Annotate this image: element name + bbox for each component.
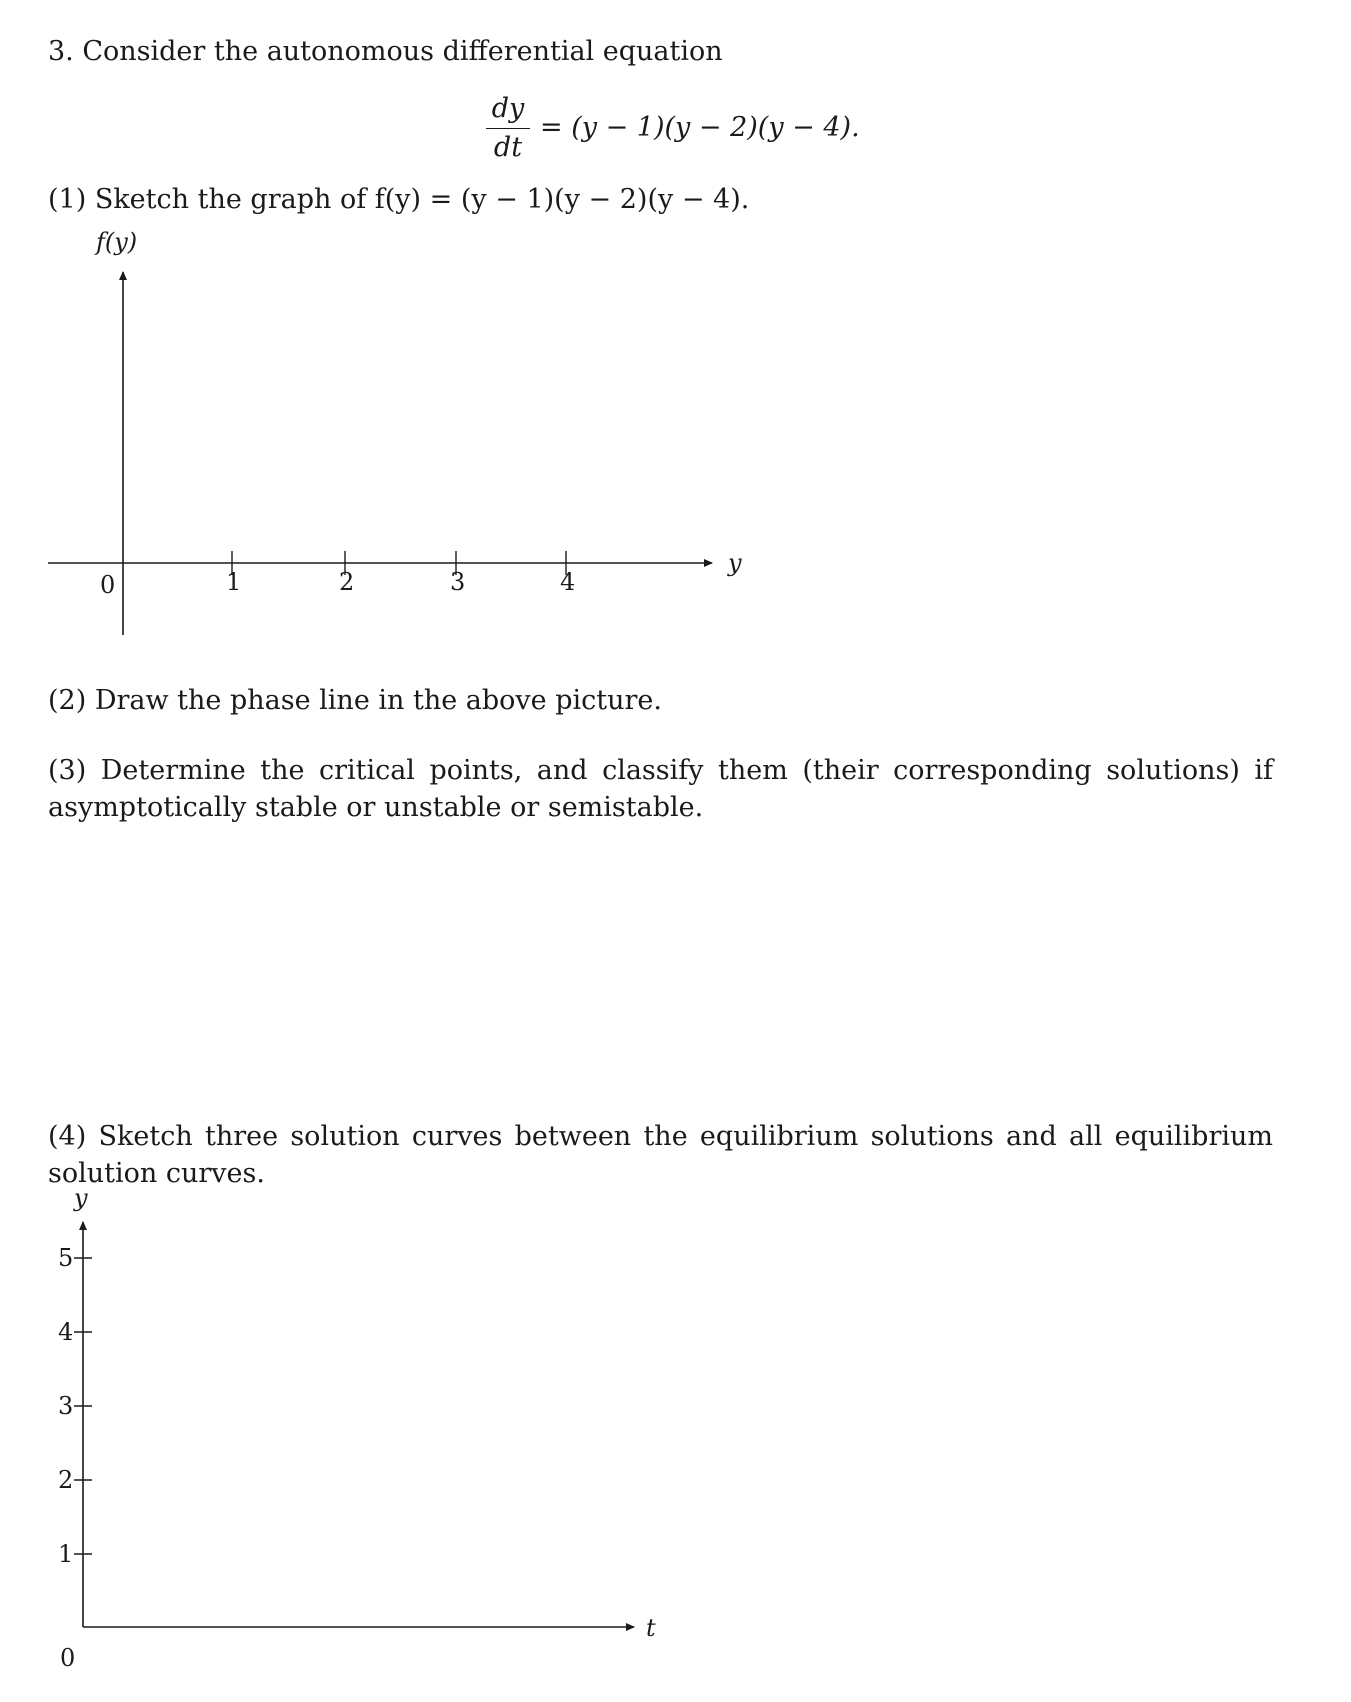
graph2-tick-label-3: 3	[58, 1392, 74, 1420]
graph2-tick-label-1: 1	[58, 1540, 74, 1568]
part3-text: (3) Determine the critical points, and classify them (their corresponding solutions) if asymptotically stable or unstable or semistable.	[48, 755, 1273, 823]
graph2-xaxis-label: t	[646, 1614, 656, 1642]
graph2-origin-label: 0	[60, 1644, 76, 1672]
part1-text: (1) Sketch the graph of f(y) = (y − 1)(y − 2)(y − 4).	[48, 184, 750, 215]
graph2-tick-label-4: 4	[58, 1318, 74, 1346]
part2-text: (2) Draw the phase line in the above picture.	[48, 685, 662, 716]
graph1-tick-label-2: 2	[339, 568, 355, 596]
part4-text: (4) Sketch three solution curves between the equilibrium solutions and all equilibrium solution curves.	[48, 1121, 1273, 1189]
equation-numerator: dy	[491, 93, 525, 124]
equation-denominator: dt	[493, 132, 523, 163]
graph2-tick-label-5: 5	[58, 1244, 74, 1272]
graph1-tick-label-4: 4	[560, 568, 576, 596]
graph1-yaxis-label: f(y)	[96, 228, 138, 256]
graph1-origin-label: 0	[100, 571, 116, 599]
graph1-xaxis-label: y	[728, 549, 742, 577]
equation-rhs: = (y − 1)(y − 2)(y − 4).	[540, 112, 860, 143]
graph1-tick-label-1: 1	[226, 568, 242, 596]
graph1-tick-label-3: 3	[450, 568, 466, 596]
graph2-yaxis-label: y	[74, 1184, 88, 1212]
graph2-tick-label-2: 2	[58, 1466, 74, 1494]
problem-intro: 3. Consider the autonomous differential equation	[48, 36, 723, 67]
